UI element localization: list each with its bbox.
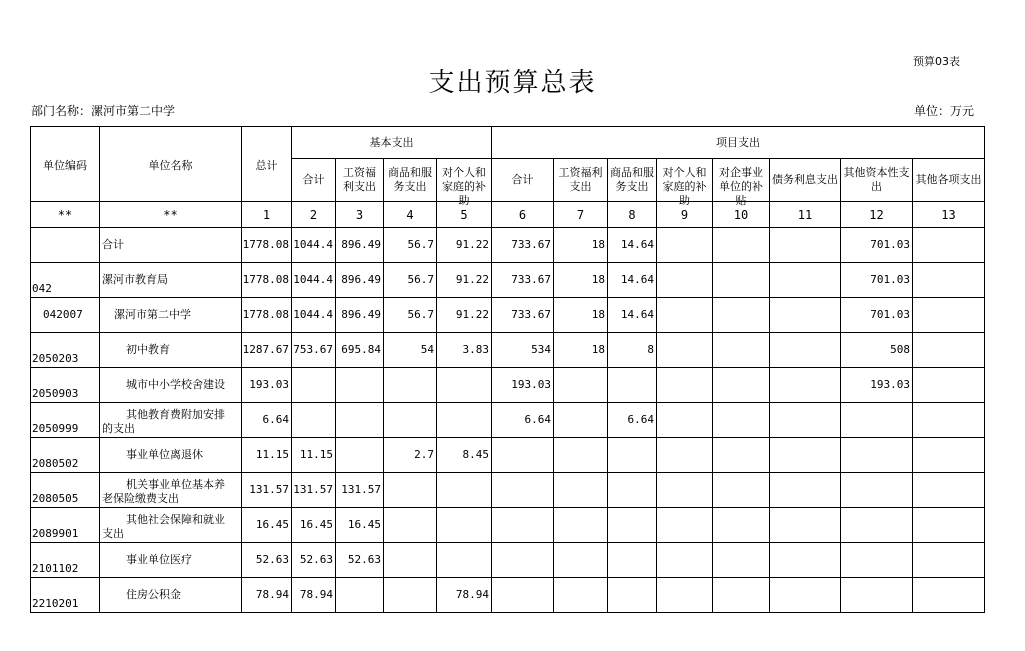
amount-cell: 896.49 [336, 228, 384, 263]
header-basic-col: 工资福利支出 [336, 159, 384, 202]
amount-cell [492, 473, 554, 508]
budget-table [30, 126, 985, 613]
index-cell: 13 [913, 202, 985, 228]
amount-cell [492, 543, 554, 578]
amount-cell [384, 473, 437, 508]
amount-cell [713, 333, 770, 368]
header-project-col: 债务利息支出 [770, 159, 841, 202]
unit-name-cell [100, 508, 242, 543]
amount-cell [913, 298, 985, 333]
amount-cell [336, 578, 384, 613]
index-cell: 9 [657, 202, 713, 228]
page-title: 支出预算总表 [428, 68, 597, 98]
amount-cell [336, 403, 384, 438]
amount-cell [841, 403, 913, 438]
amount-cell: 695.84 [336, 333, 384, 368]
amount-cell [913, 438, 985, 473]
amount-cell: 6.64 [242, 403, 292, 438]
amount-cell [770, 473, 841, 508]
amount-cell [713, 438, 770, 473]
table-row [31, 298, 985, 333]
amount-cell: 54 [384, 333, 437, 368]
amount-cell [608, 578, 657, 613]
currency-unit: 单位：万元 [914, 104, 975, 118]
amount-cell: 91.22 [437, 263, 492, 298]
amount-cell [554, 368, 608, 403]
index-cell: 11 [770, 202, 841, 228]
amount-cell [657, 508, 713, 543]
amount-cell: 753.67 [292, 333, 336, 368]
header-project-col: 其他资本性支出 [841, 159, 913, 202]
unit-code-cell: 2080505 [31, 473, 100, 508]
amount-cell: 14.64 [608, 298, 657, 333]
amount-cell [336, 368, 384, 403]
amount-cell [841, 578, 913, 613]
amount-cell [770, 333, 841, 368]
table-row [31, 263, 985, 298]
amount-cell: 52.63 [336, 543, 384, 578]
unit-name-cell [100, 473, 242, 508]
amount-cell: 733.67 [492, 228, 554, 263]
amount-cell [492, 508, 554, 543]
amount-cell: 91.22 [437, 228, 492, 263]
amount-cell [713, 543, 770, 578]
amount-cell: 508 [841, 333, 913, 368]
unit-name-cell: 初中教育 [100, 333, 242, 368]
amount-cell [657, 263, 713, 298]
table-row [31, 333, 985, 368]
index-cell: 4 [384, 202, 437, 228]
unit-code-cell: 2080502 [31, 438, 100, 473]
amount-cell [770, 508, 841, 543]
amount-cell: 701.03 [841, 298, 913, 333]
index-cell: 1 [242, 202, 292, 228]
amount-cell [608, 438, 657, 473]
amount-cell: 8 [608, 333, 657, 368]
amount-cell [657, 578, 713, 613]
amount-cell: 131.57 [336, 473, 384, 508]
amount-cell: 18 [554, 228, 608, 263]
amount-cell: 78.94 [292, 578, 336, 613]
amount-cell [608, 543, 657, 578]
unit-code-cell: 042007 [31, 298, 100, 333]
amount-cell: 56.7 [384, 298, 437, 333]
index-cell: 2 [292, 202, 336, 228]
table-row [31, 368, 985, 403]
index-cell: 6 [492, 202, 554, 228]
amount-cell: 18 [554, 263, 608, 298]
unit-code-cell: 2050203 [31, 333, 100, 368]
unit-code-cell: 2210201 [31, 578, 100, 613]
amount-cell: 701.03 [841, 263, 913, 298]
unit-name-line: 其他教育费附加安排 [126, 408, 225, 421]
amount-cell: 52.63 [242, 543, 292, 578]
table-row [31, 438, 985, 473]
index-cell: 12 [841, 202, 913, 228]
table-body [31, 228, 985, 613]
header-total: 总计 [242, 127, 292, 202]
amount-cell: 1287.67 [242, 333, 292, 368]
amount-cell: 2.7 [384, 438, 437, 473]
index-cell: 7 [554, 202, 608, 228]
department-name: 部门名称：漯河市第二中学 [31, 104, 176, 118]
index-cell: 5 [437, 202, 492, 228]
index-cell: ** [31, 202, 100, 228]
unit-code-cell: 2089901 [31, 508, 100, 543]
amount-cell [657, 333, 713, 368]
header-unit-code: 单位编码 [31, 127, 100, 202]
amount-cell: 1044.4 [292, 298, 336, 333]
amount-cell: 701.03 [841, 228, 913, 263]
amount-cell: 3.83 [437, 333, 492, 368]
amount-cell [657, 298, 713, 333]
amount-cell [713, 403, 770, 438]
unit-name-cell: 合计 [100, 228, 242, 263]
table-row [31, 228, 985, 263]
amount-cell [841, 473, 913, 508]
report-code: 预算03表 [913, 55, 960, 68]
amount-cell [770, 543, 841, 578]
amount-cell [492, 578, 554, 613]
amount-cell [713, 578, 770, 613]
amount-cell: 193.03 [841, 368, 913, 403]
amount-cell [492, 438, 554, 473]
amount-cell: 11.15 [292, 438, 336, 473]
amount-cell [437, 368, 492, 403]
amount-cell: 1044.4 [292, 263, 336, 298]
amount-cell [336, 438, 384, 473]
amount-cell [913, 368, 985, 403]
unit-name-line: 支出 [102, 527, 124, 540]
header-project-col: 工资福利支出 [554, 159, 608, 202]
amount-cell [770, 403, 841, 438]
unit-code-cell: 042 [31, 263, 100, 298]
amount-cell [608, 508, 657, 543]
amount-cell [657, 473, 713, 508]
amount-cell: 896.49 [336, 263, 384, 298]
amount-cell [770, 263, 841, 298]
amount-cell [608, 473, 657, 508]
amount-cell [913, 543, 985, 578]
table-row [31, 508, 985, 543]
header-basic-col: 对个人和家庭的补助 [437, 159, 492, 202]
amount-cell [437, 508, 492, 543]
amount-cell [657, 228, 713, 263]
unit-code-cell: 2101102 [31, 543, 100, 578]
amount-cell [437, 403, 492, 438]
unit-name-cell: 城市中小学校舍建设 [100, 368, 242, 403]
amount-cell [770, 368, 841, 403]
index-cell: ** [100, 202, 242, 228]
amount-cell: 16.45 [336, 508, 384, 543]
unit-name-line: 机关事业单位基本养 [126, 478, 225, 491]
amount-cell: 193.03 [492, 368, 554, 403]
amount-cell: 56.7 [384, 263, 437, 298]
header-basic-col: 合计 [292, 159, 336, 202]
amount-cell: 56.7 [384, 228, 437, 263]
amount-cell [913, 333, 985, 368]
amount-cell: 16.45 [242, 508, 292, 543]
amount-cell [554, 473, 608, 508]
amount-cell [437, 543, 492, 578]
header-project-col: 对企事业单位的补贴 [713, 159, 770, 202]
amount-cell [713, 508, 770, 543]
amount-cell [713, 298, 770, 333]
unit-code-cell [31, 228, 100, 263]
amount-cell [841, 438, 913, 473]
index-cell: 10 [713, 202, 770, 228]
amount-cell [554, 403, 608, 438]
header-project-expenditure: 项目支出 [492, 127, 985, 159]
amount-cell: 6.64 [608, 403, 657, 438]
amount-cell [913, 228, 985, 263]
amount-cell [713, 263, 770, 298]
amount-cell: 1778.08 [242, 263, 292, 298]
amount-cell [292, 368, 336, 403]
column-index-row [31, 202, 985, 228]
amount-cell: 11.15 [242, 438, 292, 473]
unit-name-cell: 漯河市第二中学 [100, 298, 242, 333]
amount-cell [292, 403, 336, 438]
amount-cell [384, 543, 437, 578]
amount-cell: 18 [554, 333, 608, 368]
amount-cell [384, 578, 437, 613]
amount-cell: 78.94 [242, 578, 292, 613]
amount-cell [913, 263, 985, 298]
header-basic-expenditure: 基本支出 [292, 127, 492, 159]
amount-cell [913, 403, 985, 438]
amount-cell [554, 508, 608, 543]
amount-cell [384, 368, 437, 403]
amount-cell [384, 508, 437, 543]
amount-cell [770, 228, 841, 263]
amount-cell: 1778.08 [242, 298, 292, 333]
table-row [31, 578, 985, 613]
amount-cell: 131.57 [242, 473, 292, 508]
unit-name-cell: 漯河市教育局 [100, 263, 242, 298]
header-project-col: 合计 [492, 159, 554, 202]
header-project-col: 其他各项支出 [913, 159, 985, 202]
amount-cell [770, 298, 841, 333]
amount-cell [608, 368, 657, 403]
index-cell: 8 [608, 202, 657, 228]
amount-cell [554, 543, 608, 578]
table-row [31, 403, 985, 438]
amount-cell [437, 473, 492, 508]
header-project-col: 商品和服务支出 [608, 159, 657, 202]
amount-cell: 8.45 [437, 438, 492, 473]
index-cell: 3 [336, 202, 384, 228]
amount-cell [657, 438, 713, 473]
amount-cell [770, 438, 841, 473]
amount-cell: 18 [554, 298, 608, 333]
unit-name-line: 其他社会保障和就业 [126, 513, 225, 526]
table-row [31, 543, 985, 578]
amount-cell: 6.64 [492, 403, 554, 438]
amount-cell [913, 508, 985, 543]
amount-cell: 52.63 [292, 543, 336, 578]
amount-cell [770, 578, 841, 613]
amount-cell [913, 578, 985, 613]
amount-cell [713, 368, 770, 403]
amount-cell [657, 403, 713, 438]
amount-cell: 91.22 [437, 298, 492, 333]
amount-cell [657, 368, 713, 403]
amount-cell [554, 438, 608, 473]
amount-cell [713, 473, 770, 508]
table-row [31, 473, 985, 508]
amount-cell [913, 473, 985, 508]
unit-name-line: 老保险缴费支出 [102, 492, 179, 505]
table-header [31, 127, 985, 228]
amount-cell: 896.49 [336, 298, 384, 333]
unit-name-cell: 住房公积金 [100, 578, 242, 613]
amount-cell: 1778.08 [242, 228, 292, 263]
header-project-col: 对个人和家庭的补助 [657, 159, 713, 202]
amount-cell: 733.67 [492, 298, 554, 333]
amount-cell: 1044.4 [292, 228, 336, 263]
unit-code-cell: 2050903 [31, 368, 100, 403]
amount-cell: 193.03 [242, 368, 292, 403]
unit-name-line: 的支出 [102, 422, 135, 435]
amount-cell [713, 228, 770, 263]
amount-cell [657, 543, 713, 578]
amount-cell: 733.67 [492, 263, 554, 298]
unit-code-cell: 2050999 [31, 403, 100, 438]
amount-cell: 14.64 [608, 228, 657, 263]
unit-name-cell: 事业单位离退休 [100, 438, 242, 473]
amount-cell [384, 403, 437, 438]
amount-cell [841, 508, 913, 543]
header-basic-col: 商品和服务支出 [384, 159, 437, 202]
amount-cell: 78.94 [437, 578, 492, 613]
unit-name-cell: 事业单位医疗 [100, 543, 242, 578]
amount-cell [554, 578, 608, 613]
unit-name-cell [100, 403, 242, 438]
header-unit-name: 单位名称 [100, 127, 242, 202]
amount-cell: 534 [492, 333, 554, 368]
amount-cell: 14.64 [608, 263, 657, 298]
amount-cell [841, 543, 913, 578]
amount-cell: 16.45 [292, 508, 336, 543]
amount-cell: 131.57 [292, 473, 336, 508]
